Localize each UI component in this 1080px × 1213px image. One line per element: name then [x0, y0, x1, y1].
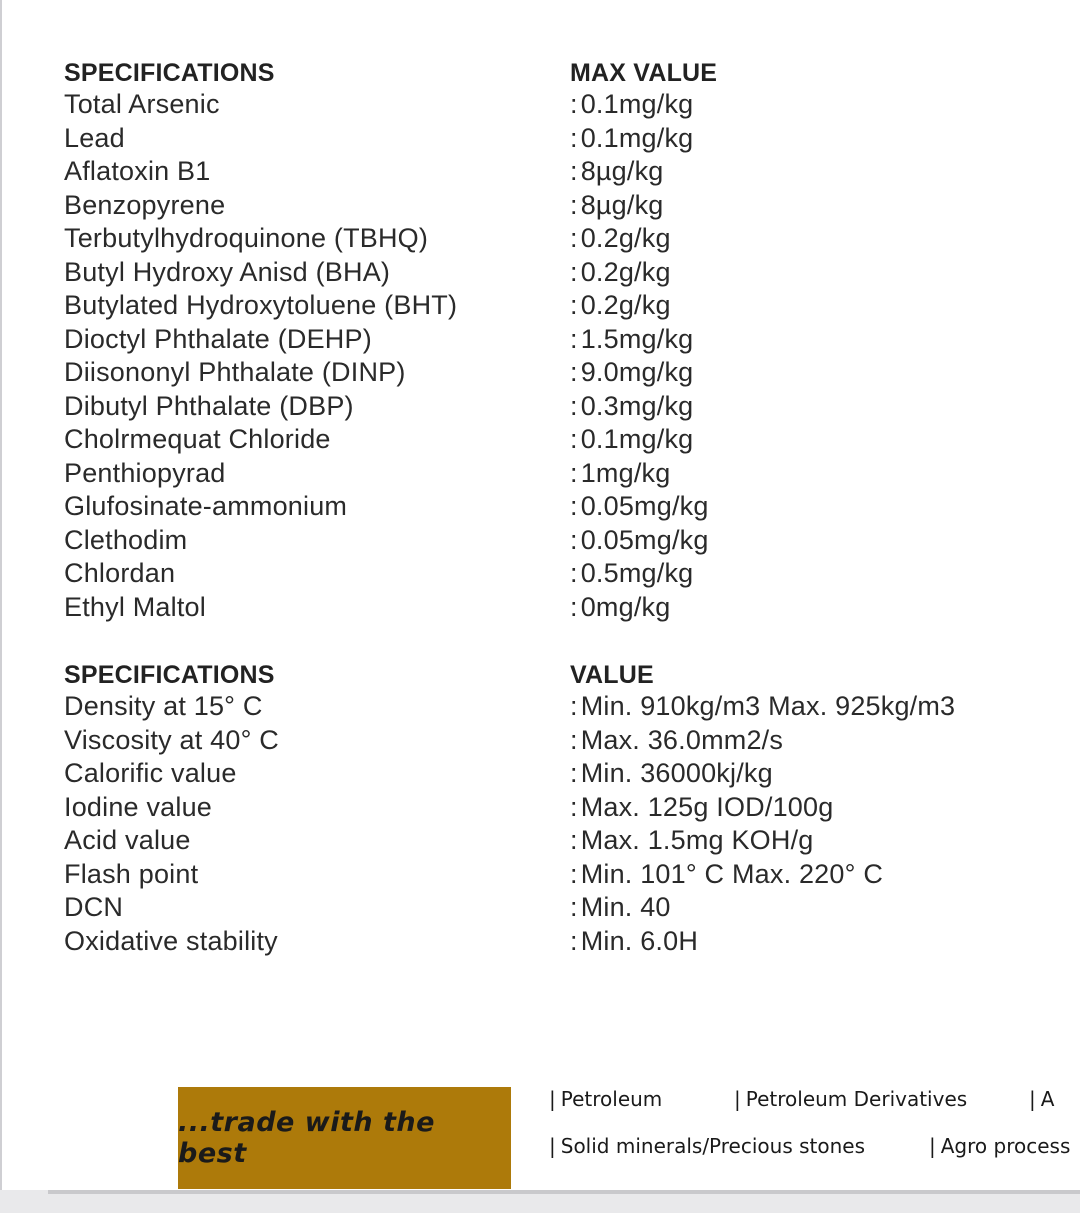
header-specifications: SPECIFICATIONS [64, 58, 275, 87]
colon-separator: : [570, 558, 578, 589]
footer-link-agro-process[interactable]: | Agro process [929, 1134, 1071, 1158]
footer-link-petroleum-derivatives[interactable]: | Petroleum Derivatives [734, 1087, 968, 1111]
spec-value: Min. 40 [580, 892, 671, 923]
table-row [64, 490, 1064, 524]
spec-value-cell [570, 758, 1064, 789]
spec-name: Benzopyrene [64, 189, 226, 220]
spec-value-cell [570, 190, 1064, 221]
colon-separator: : [570, 758, 578, 789]
table-row [64, 457, 1064, 491]
table-row [64, 858, 1064, 892]
colon-separator: : [570, 89, 578, 120]
spec-value-cell [570, 458, 1064, 489]
spec-value: 0.2g/kg [580, 223, 671, 254]
colon-separator: : [570, 724, 578, 755]
table-row [64, 557, 1064, 591]
spec-value: 8µg/kg [580, 156, 664, 187]
spec-value: 0.05mg/kg [580, 524, 709, 555]
table-row [64, 791, 1064, 825]
spec-value-cell [570, 491, 1064, 522]
colon-separator: : [570, 256, 578, 287]
spec-value: 9.0mg/kg [580, 357, 694, 388]
table-row [64, 222, 1064, 256]
colon-separator: : [570, 424, 578, 455]
spec-name: Butyl Hydroxy Anisd (BHA) [64, 256, 391, 287]
spec-value-cell [570, 892, 1064, 923]
spec-value-cell [570, 792, 1064, 823]
colon-separator: : [570, 825, 578, 856]
spec-name: Chlordan [64, 558, 176, 589]
spec-name: Oxidative stability [64, 925, 278, 956]
table-row [64, 256, 1064, 290]
spec-value: Max. 36.0mm2/s [580, 724, 784, 755]
table-row [64, 155, 1064, 189]
spec-name: Glufosinate-ammonium [64, 491, 348, 522]
colon-separator: : [570, 925, 578, 956]
footer-link-truncated[interactable]: | A [1029, 1087, 1055, 1111]
spec-value: 0.5mg/kg [580, 558, 694, 589]
spec-value-cell [570, 223, 1064, 254]
colon-separator: : [570, 591, 578, 622]
spec-value-cell [570, 691, 1064, 722]
spec-name: Clethodim [64, 524, 188, 555]
colon-separator: : [570, 791, 578, 822]
spec-value-cell [570, 525, 1064, 556]
spec-value: Min. 910kg/m3 Max. 925kg/m3 [580, 691, 956, 722]
colon-separator: : [570, 323, 578, 354]
spec-name: Calorific value [64, 758, 237, 789]
table-row [64, 423, 1064, 457]
spec-value-cell [570, 357, 1064, 388]
colon-separator: : [570, 290, 578, 321]
spec-value-cell [570, 89, 1064, 120]
tagline-text: ...trade with the best [178, 1107, 435, 1169]
colon-separator: : [570, 189, 578, 220]
table-row [64, 891, 1064, 925]
table-row [64, 724, 1064, 758]
spec-value-cell [570, 424, 1064, 455]
spec-value-cell [570, 123, 1064, 154]
table-row [64, 323, 1064, 357]
spec-value-cell [570, 592, 1064, 623]
spec-value: 1.5mg/kg [580, 323, 694, 354]
spec-name: Ethyl Maltol [64, 591, 206, 622]
table-row [64, 690, 1064, 724]
spec-name: Density at 15° C [64, 691, 263, 722]
colon-separator: : [570, 691, 578, 722]
spec-value: 0mg/kg [580, 591, 671, 622]
spec-name: Total Arsenic [64, 89, 220, 120]
page-shadow [48, 1190, 1080, 1194]
table-row [64, 122, 1064, 156]
spec-name: Dioctyl Phthalate (DEHP) [64, 323, 372, 354]
spec-value-cell [570, 825, 1064, 856]
table-row [64, 390, 1064, 424]
spec-value: Min. 101° C Max. 220° C [580, 858, 884, 889]
spec-name: Dibutyl Phthalate (DBP) [64, 390, 354, 421]
table-row [64, 189, 1064, 223]
spec-value-cell [570, 324, 1064, 355]
colon-separator: : [570, 524, 578, 555]
header-specifications: SPECIFICATIONS [64, 660, 275, 689]
table-row [64, 757, 1064, 791]
spec-value: Min. 36000kj/kg [580, 758, 773, 789]
spec-value: 0.2g/kg [580, 256, 671, 287]
specifications-table-value [64, 660, 1064, 958]
colon-separator: : [570, 122, 578, 153]
specifications-table-max-value [64, 58, 1064, 624]
spec-name: Lead [64, 122, 125, 153]
colon-separator: : [570, 892, 578, 923]
colon-separator: : [570, 491, 578, 522]
spec-value-cell [570, 391, 1064, 422]
spec-value: 0.3mg/kg [580, 390, 694, 421]
spec-name: Diisononyl Phthalate (DINP) [64, 357, 406, 388]
spec-value-cell [570, 558, 1064, 589]
header-max-value: MAX VALUE [570, 58, 718, 87]
spec-value: 8µg/kg [580, 189, 664, 220]
spec-name: Cholrmequat Chloride [64, 424, 331, 455]
table-row [64, 356, 1064, 390]
spec-name: Viscosity at 40° C [64, 724, 279, 755]
table-row [64, 824, 1064, 858]
colon-separator: : [570, 457, 578, 488]
spec-value: 0.05mg/kg [580, 491, 709, 522]
table-row [64, 925, 1064, 959]
spec-value: 0.1mg/kg [580, 89, 694, 120]
spec-value-cell [570, 257, 1064, 288]
spec-value-cell [570, 156, 1064, 187]
spec-value: 0.2g/kg [580, 290, 671, 321]
spec-name: Butylated Hydroxytoluene (BHT) [64, 290, 458, 321]
spec-value-cell [570, 725, 1064, 756]
spec-name: Aflatoxin B1 [64, 156, 211, 187]
colon-separator: : [570, 156, 578, 187]
colon-separator: : [570, 357, 578, 388]
table-row [64, 591, 1064, 625]
spec-value: 0.1mg/kg [580, 122, 694, 153]
spec-value-cell [570, 926, 1064, 957]
spec-value: Max. 125g IOD/100g [580, 791, 834, 822]
spec-name: Acid value [64, 825, 191, 856]
footer-link-solid-minerals[interactable]: | Solid minerals/Precious stones [549, 1134, 865, 1158]
tagline-badge [178, 1087, 511, 1189]
spec-name: Flash point [64, 858, 199, 889]
spec-name: Penthiopyrad [64, 457, 226, 488]
spec-name: Terbutylhydroquinone (TBHQ) [64, 223, 429, 254]
table-header [64, 58, 1064, 88]
spec-value-cell [570, 859, 1064, 890]
spec-name: Iodine value [64, 791, 213, 822]
colon-separator: : [570, 858, 578, 889]
footer-link-petroleum[interactable]: | Petroleum [549, 1087, 663, 1111]
spec-value: 1mg/kg [580, 457, 671, 488]
table-header [64, 660, 1064, 690]
spec-value-cell [570, 290, 1064, 321]
spec-value: 0.1mg/kg [580, 424, 694, 455]
spec-name: DCN [64, 892, 124, 923]
spec-value: Max. 1.5mg KOH/g [580, 825, 814, 856]
header-value: VALUE [570, 660, 654, 689]
table-row [64, 524, 1064, 558]
spec-value: Min. 6.0H [580, 925, 699, 956]
colon-separator: : [570, 390, 578, 421]
table-row [64, 289, 1064, 323]
table-row [64, 88, 1064, 122]
colon-separator: : [570, 223, 578, 254]
